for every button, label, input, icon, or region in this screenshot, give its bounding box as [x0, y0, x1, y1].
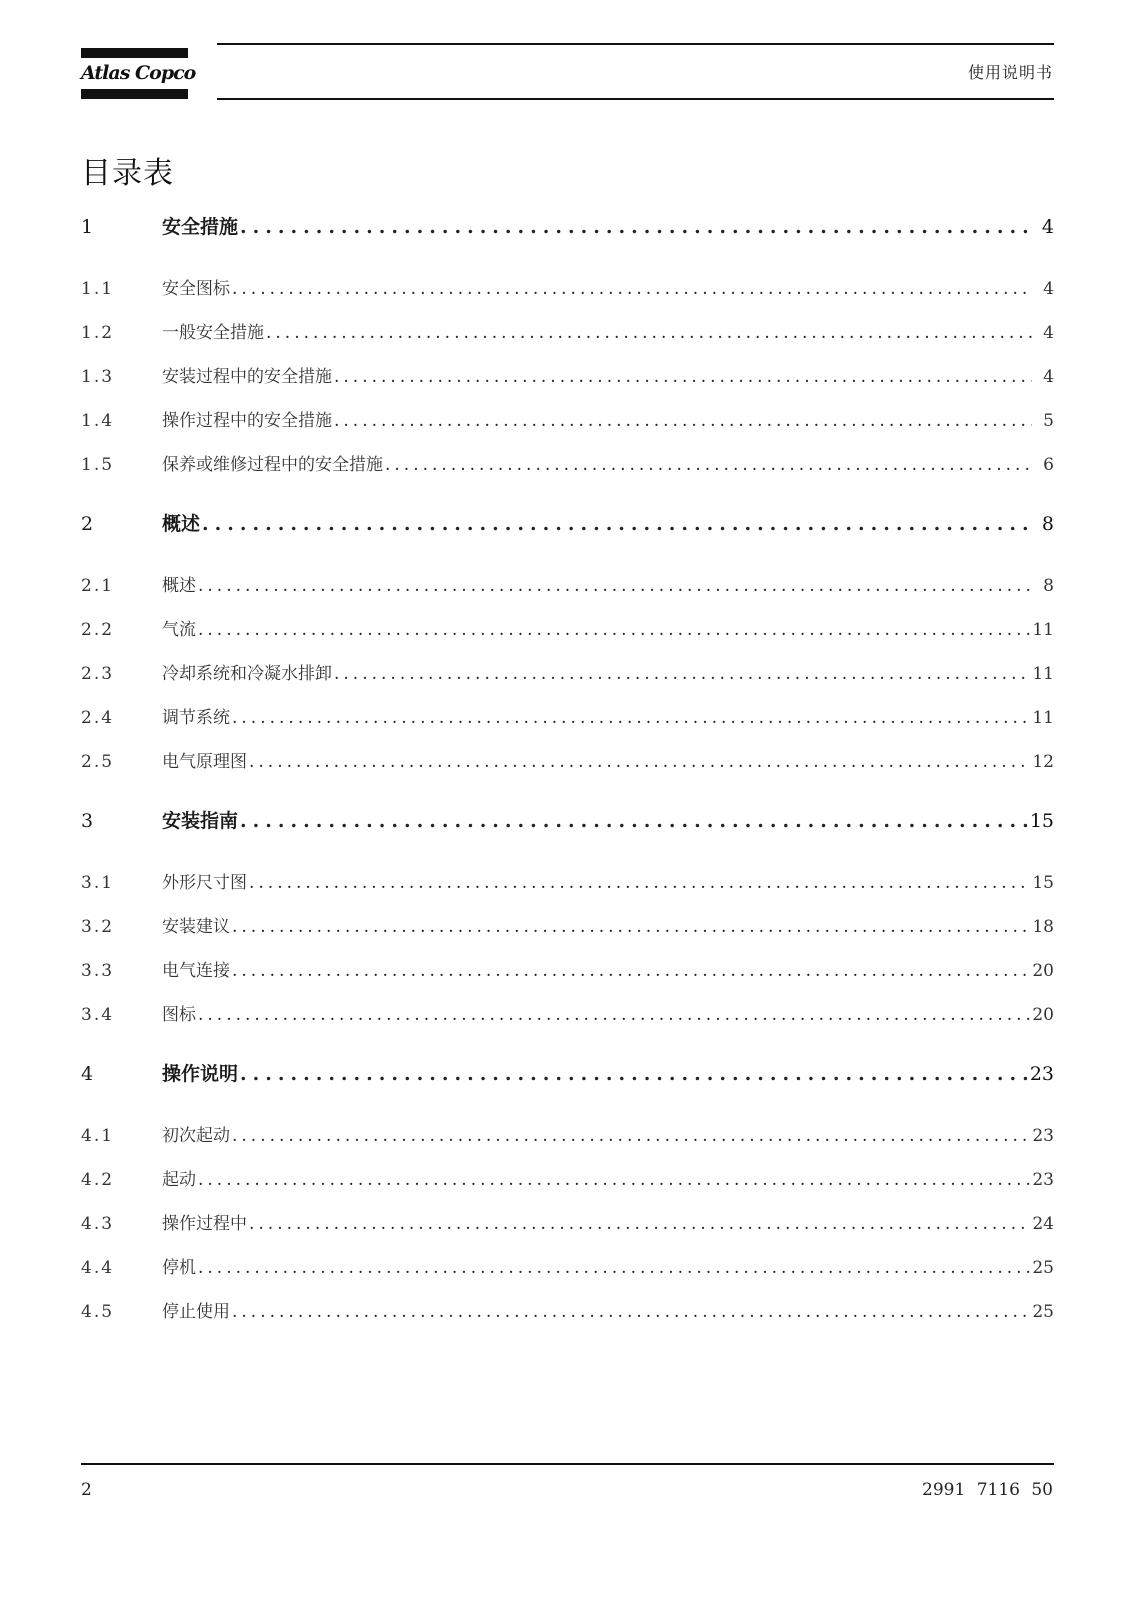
toc-entry-label: 起动	[162, 1170, 196, 1190]
atlas-copco-logo	[81, 48, 196, 99]
toc-entry-page: 11	[1032, 664, 1054, 684]
toc-entry-page: 6	[1043, 455, 1054, 475]
toc-entry-label: 冷却系统和冷凝水排卸	[162, 664, 332, 684]
dot-leader	[202, 502, 1032, 546]
toc-entry-number: 2	[81, 513, 96, 535]
dot-leader	[232, 1114, 1030, 1158]
toc-subsection[interactable]	[81, 608, 1054, 652]
dot-leader	[232, 905, 1030, 949]
toc-entry-label: 概述	[162, 513, 201, 535]
toc-entry-page: 24	[1032, 1214, 1054, 1234]
toc-section[interactable]	[81, 205, 1054, 249]
toc-section[interactable]	[81, 1052, 1054, 1096]
toc-entry-label: 操作说明	[162, 1063, 239, 1085]
toc-entry-page: 23	[1029, 1063, 1054, 1085]
toc-entry-number: 1	[81, 216, 96, 238]
toc-entry-number: 2.2	[81, 620, 115, 640]
toc-entry-label: 图标	[162, 1005, 196, 1025]
toc-entry-label: 安全措施	[162, 216, 239, 238]
toc-entry-number: 2.1	[81, 576, 115, 596]
toc-subsection[interactable]	[81, 993, 1054, 1037]
dot-leader	[232, 267, 1032, 311]
toc-entry-number: 3.1	[81, 873, 115, 893]
document-type: 使用说明书	[967, 63, 1053, 82]
toc-entry-page: 20	[1032, 961, 1054, 981]
toc-entry-number: 2.5	[81, 752, 115, 772]
toc-entry-number: 1.4	[81, 411, 115, 431]
toc-entry-label: 停机	[162, 1258, 196, 1278]
dot-leader	[240, 799, 1028, 843]
logo-wordmark: Atlas Copco	[81, 62, 196, 84]
toc-subsection[interactable]	[81, 905, 1054, 949]
toc-entry-number: 2.4	[81, 708, 115, 728]
toc-subsection[interactable]	[81, 652, 1054, 696]
toc-entry-number: 4.5	[81, 1302, 115, 1322]
toc-entry-label: 操作过程中的安全措施	[162, 411, 332, 431]
toc-entry-page: 25	[1032, 1258, 1054, 1278]
footer-document-number: 2991 7116 50	[922, 1480, 1053, 1500]
toc-subsection[interactable]	[81, 355, 1054, 399]
toc-entry-label: 安装过程中的安全措施	[162, 367, 332, 387]
toc-entry-number: 4	[81, 1063, 96, 1085]
toc-entry-label: 概述	[162, 576, 196, 596]
toc-entry-page: 8	[1041, 513, 1054, 535]
toc-entry-number: 3	[81, 810, 96, 832]
toc-entry-label: 一般安全措施	[162, 323, 264, 343]
toc-entry-number: 4.4	[81, 1258, 115, 1278]
toc-subsection[interactable]	[81, 1202, 1054, 1246]
toc-subsection[interactable]	[81, 949, 1054, 993]
toc-entry-number: 4.2	[81, 1170, 115, 1190]
toc-entry-page: 4	[1043, 279, 1054, 299]
dot-leader	[334, 355, 1032, 399]
toc-entry-label: 停止使用	[162, 1302, 230, 1322]
toc-entry-label: 电气连接	[162, 961, 230, 981]
dot-leader	[249, 1202, 1030, 1246]
toc-entry-page: 5	[1043, 411, 1054, 431]
toc-entry-number: 1.5	[81, 455, 115, 475]
toc-subsection[interactable]	[81, 399, 1054, 443]
toc-entry-label: 调节系统	[162, 708, 230, 728]
toc-entry-number: 1.1	[81, 279, 115, 299]
toc-entry-page: 23	[1032, 1126, 1054, 1146]
header-top-rule	[217, 43, 1054, 45]
toc-entry-page: 4	[1043, 323, 1054, 343]
toc-entry-number: 3.2	[81, 917, 115, 937]
toc-entry-page: 8	[1043, 576, 1054, 596]
dot-leader	[232, 696, 1030, 740]
toc-entry-label: 保养或维修过程中的安全措施	[162, 455, 383, 475]
toc-entry-page: 18	[1032, 917, 1054, 937]
toc-entry-label: 安装建议	[162, 917, 230, 937]
toc-entry-page: 15	[1029, 810, 1054, 832]
dot-leader	[198, 1246, 1030, 1290]
dot-leader	[334, 399, 1032, 443]
toc-entry-number: 3.3	[81, 961, 115, 981]
dot-leader	[232, 949, 1030, 993]
toc-subsection[interactable]	[81, 1246, 1054, 1290]
dot-leader	[198, 608, 1030, 652]
toc-subsection[interactable]	[81, 740, 1054, 784]
toc-entry-number: 3.4	[81, 1005, 115, 1025]
toc-subsection[interactable]	[81, 564, 1054, 608]
toc-entry-label: 安全图标	[162, 279, 230, 299]
dot-leader	[249, 740, 1030, 784]
toc-entry-page: 20	[1032, 1005, 1054, 1025]
header-bottom-rule	[217, 98, 1054, 100]
page-title: 目录表	[81, 156, 174, 191]
dot-leader	[266, 311, 1032, 355]
toc-entry-page: 23	[1032, 1170, 1054, 1190]
toc-subsection[interactable]	[81, 1114, 1054, 1158]
toc-subsection[interactable]	[81, 267, 1054, 311]
toc-subsection[interactable]	[81, 861, 1054, 905]
dot-leader	[240, 205, 1032, 249]
toc-entry-page: 15	[1032, 873, 1054, 893]
toc-entry-label: 初次起动	[162, 1126, 230, 1146]
toc-subsection[interactable]	[81, 1158, 1054, 1202]
toc-subsection[interactable]	[81, 311, 1054, 355]
footer-rule	[81, 1463, 1054, 1465]
toc-subsection[interactable]	[81, 696, 1054, 740]
toc-entry-page: 25	[1032, 1302, 1054, 1322]
dot-leader	[249, 861, 1030, 905]
toc-entry-label: 电气原理图	[162, 752, 247, 772]
toc-entry-number: 4.1	[81, 1126, 115, 1146]
toc-entry-number: 2.3	[81, 664, 115, 684]
table-of-contents	[81, 205, 1054, 1334]
toc-entry-label: 安装指南	[162, 810, 239, 832]
toc-entry-number: 1.2	[81, 323, 115, 343]
logo-bottom-bar	[81, 89, 188, 99]
toc-entry-number: 1.3	[81, 367, 115, 387]
dot-leader	[240, 1052, 1028, 1096]
toc-section[interactable]	[81, 502, 1054, 546]
toc-section[interactable]	[81, 799, 1054, 843]
dot-leader	[198, 993, 1030, 1037]
toc-entry-page: 4	[1043, 367, 1054, 387]
toc-entry-label: 操作过程中	[162, 1214, 247, 1234]
dot-leader	[198, 564, 1032, 608]
toc-entry-label: 气流	[162, 620, 196, 640]
toc-subsection[interactable]	[81, 1290, 1054, 1334]
toc-subsection[interactable]	[81, 443, 1054, 487]
dot-leader	[232, 1290, 1030, 1334]
toc-entry-page: 12	[1032, 752, 1054, 772]
toc-entry-page: 11	[1032, 620, 1054, 640]
toc-entry-number: 4.3	[81, 1214, 115, 1234]
toc-entry-page: 11	[1032, 708, 1054, 728]
dot-leader	[334, 652, 1030, 696]
dot-leader	[385, 443, 1032, 487]
toc-entry-page: 4	[1041, 216, 1054, 238]
dot-leader	[198, 1158, 1030, 1202]
footer-page-number: 2	[81, 1480, 92, 1500]
toc-entry-label: 外形尺寸图	[162, 873, 247, 893]
logo-top-bar	[81, 48, 188, 58]
